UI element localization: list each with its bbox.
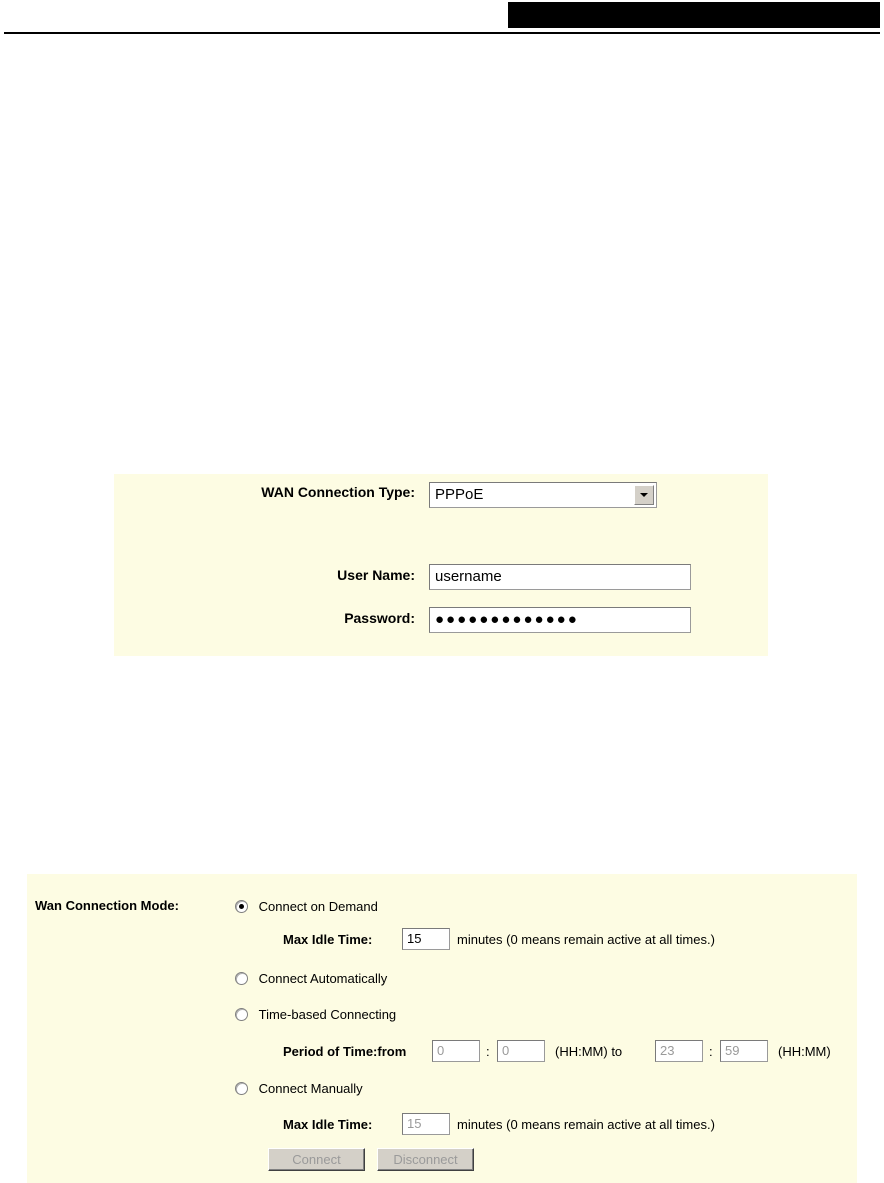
period-format-2: (HH:MM) [778, 1044, 831, 1059]
radio-connect-on-demand[interactable] [235, 900, 248, 913]
option-connect-automatically[interactable] [235, 970, 387, 986]
username-input[interactable] [429, 564, 691, 590]
disconnect-button[interactable]: Disconnect [377, 1148, 474, 1171]
wan-connection-type-value: PPPoE [435, 486, 484, 503]
wan-connection-type-label-row [114, 484, 415, 500]
page-header [0, 0, 884, 34]
password-label-row [114, 610, 415, 626]
max-idle-time-label-manual: Max Idle Time: [283, 1117, 373, 1132]
option-connect-manually-label: Connect Manually [258, 1081, 363, 1097]
max-idle-time-suffix-demand: minutes (0 means remain active at all times.) [457, 932, 715, 947]
header-black-bar [508, 2, 880, 28]
connect-button[interactable]: Connect [268, 1148, 365, 1171]
radio-time-based-connecting[interactable] [235, 1008, 248, 1021]
max-idle-time-row-demand [283, 932, 372, 947]
wan-connection-type-select[interactable] [429, 482, 657, 508]
period-from-colon: : [486, 1044, 490, 1059]
wan-connection-mode-label: Wan Connection Mode: [35, 898, 179, 913]
period-to-hour-input[interactable] [655, 1040, 703, 1062]
max-idle-time-suffix-demand-wrap [457, 932, 715, 947]
password-input[interactable] [429, 607, 691, 633]
max-idle-time-suffix-manual: minutes (0 means remain active at all times.) [457, 1117, 715, 1132]
option-connect-on-demand[interactable] [235, 898, 378, 914]
chevron-down-icon[interactable] [634, 485, 654, 505]
max-idle-time-input-demand[interactable] [402, 928, 450, 950]
max-idle-time-value-manual: 15 [407, 1116, 422, 1131]
wan-connection-type-panel [114, 474, 768, 656]
wan-connection-mode-panel [27, 874, 857, 1183]
password-value: ●●●●●●●●●●●●● [435, 611, 579, 628]
period-to-hour-value: 23 [660, 1043, 675, 1058]
username-value: username [435, 568, 502, 585]
username-label: User Name: [337, 567, 415, 583]
option-connect-automatically-label: Connect Automatically [258, 971, 388, 987]
period-to-minute-value: 59 [725, 1043, 740, 1058]
max-idle-time-value-demand: 15 [407, 931, 422, 946]
period-to-colon: : [709, 1044, 713, 1059]
period-from-minute-value: 0 [502, 1043, 510, 1058]
max-idle-time-row-manual [283, 1117, 372, 1132]
period-from-hour-input[interactable] [432, 1040, 480, 1062]
period-from-hour-value: 0 [437, 1043, 445, 1058]
radio-connect-manually[interactable] [235, 1082, 248, 1095]
password-label: Password: [344, 610, 415, 626]
option-connect-on-demand-label: Connect on Demand [258, 899, 378, 915]
option-time-based-connecting-label: Time-based Connecting [258, 1007, 397, 1023]
radio-connect-automatically[interactable] [235, 972, 248, 985]
username-label-row [114, 567, 415, 583]
header-divider [4, 32, 880, 34]
option-connect-manually[interactable] [235, 1080, 363, 1096]
max-idle-time-suffix-manual-wrap [457, 1117, 715, 1132]
period-to-minute-input[interactable] [720, 1040, 768, 1062]
max-idle-time-label-demand: Max Idle Time: [283, 932, 373, 947]
period-of-time-label: Period of Time:from [283, 1044, 407, 1059]
period-format-1: (HH:MM) to [555, 1044, 623, 1059]
max-idle-time-input-manual[interactable] [402, 1113, 450, 1135]
wan-connection-type-label: WAN Connection Type: [261, 484, 415, 500]
option-time-based-connecting[interactable] [235, 1006, 396, 1022]
period-of-time-label-wrap [283, 1044, 406, 1059]
period-from-minute-input[interactable] [497, 1040, 545, 1062]
